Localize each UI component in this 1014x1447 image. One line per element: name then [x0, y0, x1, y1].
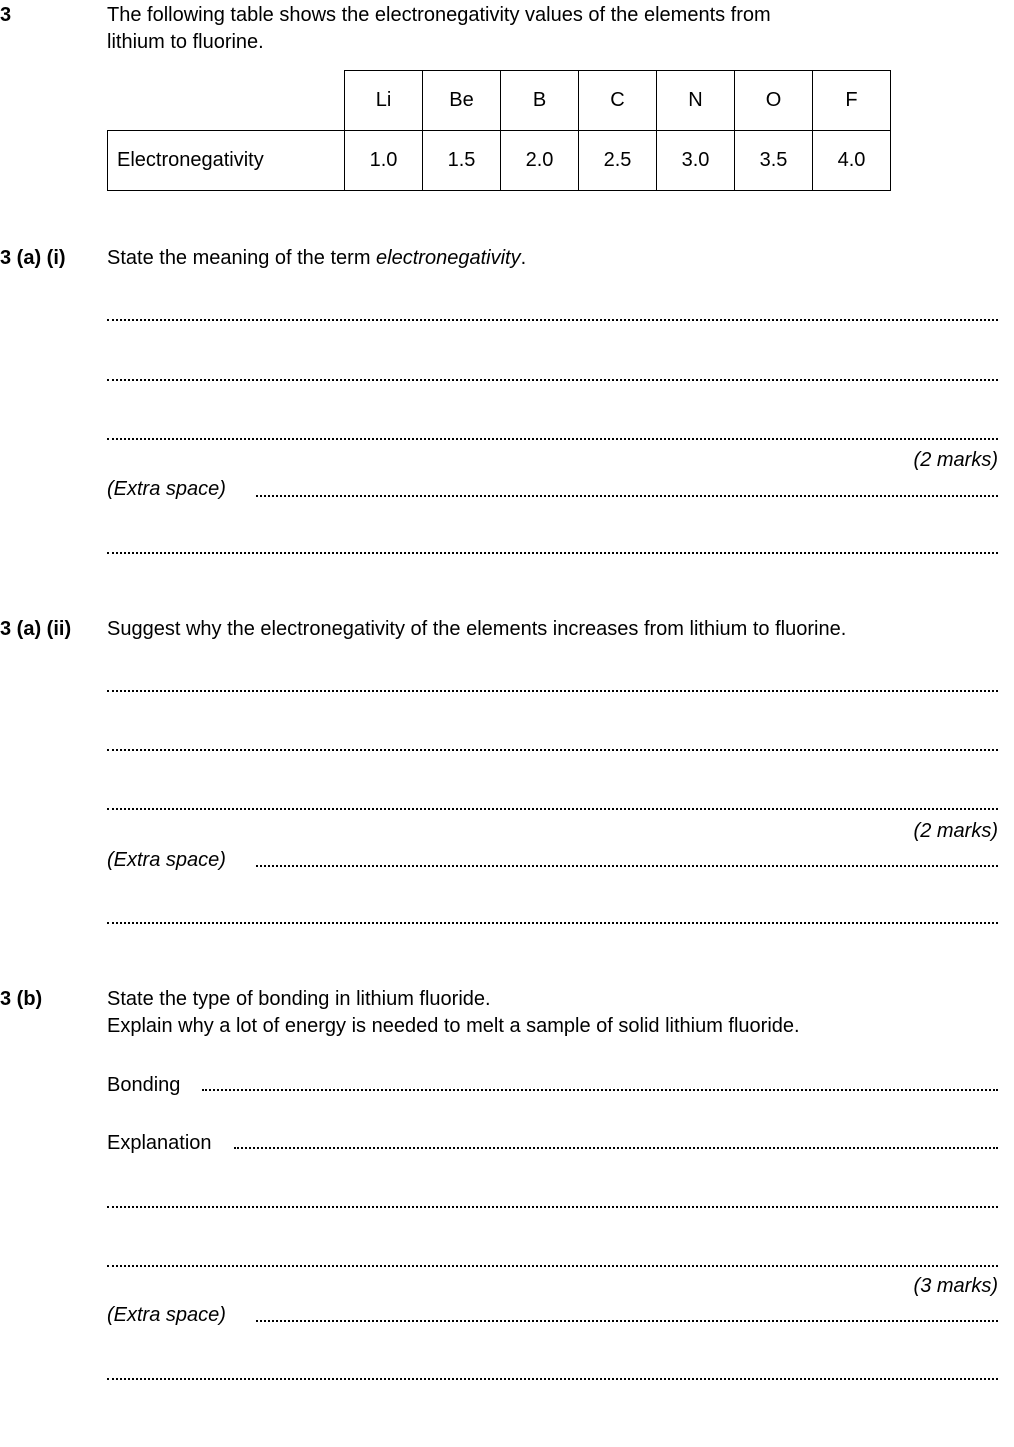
answer-line[interactable] — [107, 1206, 998, 1208]
extra-answer-line[interactable] — [107, 1378, 998, 1380]
explanation-answer-line[interactable] — [234, 1147, 998, 1149]
table-header-cell: B — [501, 71, 579, 131]
answer-line[interactable] — [107, 319, 998, 321]
extra-answer-line[interactable] — [256, 865, 998, 867]
table-value-cell: 3.5 — [735, 131, 813, 191]
answer-line[interactable] — [107, 1265, 998, 1267]
table-header-cell: Li — [345, 71, 423, 131]
question-intro-line-1: The following table shows the electronegativity values of the elements from — [107, 4, 771, 26]
part-a-i-extra-space-label: (Extra space) — [107, 478, 226, 500]
answer-line[interactable] — [107, 808, 998, 810]
question-number: 3 — [0, 4, 12, 26]
part-b-label: 3 (b) — [0, 988, 43, 1010]
table-row-label: Electronegativity — [108, 131, 345, 191]
extra-answer-line[interactable] — [256, 495, 998, 497]
part-a-i-prompt-end: . — [520, 247, 527, 269]
table-header-row — [108, 71, 891, 131]
table-header-cell: N — [657, 71, 735, 131]
answer-line[interactable] — [107, 749, 998, 751]
table-header-cell: F — [813, 71, 891, 131]
part-b-prompt-line-2: Explain why a lot of energy is needed to melt a sample of solid lithium fluoride. — [107, 1015, 800, 1037]
table-header-cell: C — [579, 71, 657, 131]
part-a-ii-extra-space-label: (Extra space) — [107, 849, 226, 871]
table-value-cell: 3.0 — [657, 131, 735, 191]
answer-line[interactable] — [107, 438, 998, 440]
answer-line[interactable] — [107, 690, 998, 692]
bonding-label: Bonding — [107, 1074, 181, 1096]
part-a-ii-marks: (2 marks) — [913, 820, 998, 842]
bonding-answer-line[interactable] — [202, 1089, 998, 1091]
explanation-label: Explanation — [107, 1132, 212, 1154]
table-row — [108, 131, 891, 191]
question-intro-line-2: lithium to fluorine. — [107, 31, 264, 53]
table-value-cell: 1.5 — [423, 131, 501, 191]
part-a-i-prompt-start: State the meaning of the term — [107, 247, 377, 269]
table-value-cell: 2.0 — [501, 131, 579, 191]
part-a-ii-prompt: Suggest why the electronegativity of the elements increases from lithium to fluorine. — [107, 618, 847, 640]
part-a-i-label: 3 (a) (i) — [0, 247, 66, 269]
part-a-i-prompt — [107, 248, 526, 268]
part-b-marks: (3 marks) — [913, 1275, 998, 1297]
table-value-cell: 2.5 — [579, 131, 657, 191]
extra-answer-line[interactable] — [107, 552, 998, 554]
table-corner-cell — [108, 71, 345, 131]
table-header-cell: Be — [423, 71, 501, 131]
answer-line[interactable] — [107, 379, 998, 381]
part-b-extra-space-label: (Extra space) — [107, 1304, 226, 1326]
table-header-cell: O — [735, 71, 813, 131]
extra-answer-line[interactable] — [107, 922, 998, 924]
electronegativity-table — [107, 70, 891, 191]
part-a-i-marks: (2 marks) — [913, 449, 998, 471]
part-a-i-prompt-term: electronegativity — [376, 247, 521, 269]
table-value-cell: 1.0 — [345, 131, 423, 191]
extra-answer-line[interactable] — [256, 1320, 998, 1322]
part-b-prompt-line-1: State the type of bonding in lithium fluoride. — [107, 988, 491, 1010]
part-a-ii-label: 3 (a) (ii) — [0, 618, 72, 640]
table-value-cell: 4.0 — [813, 131, 891, 191]
